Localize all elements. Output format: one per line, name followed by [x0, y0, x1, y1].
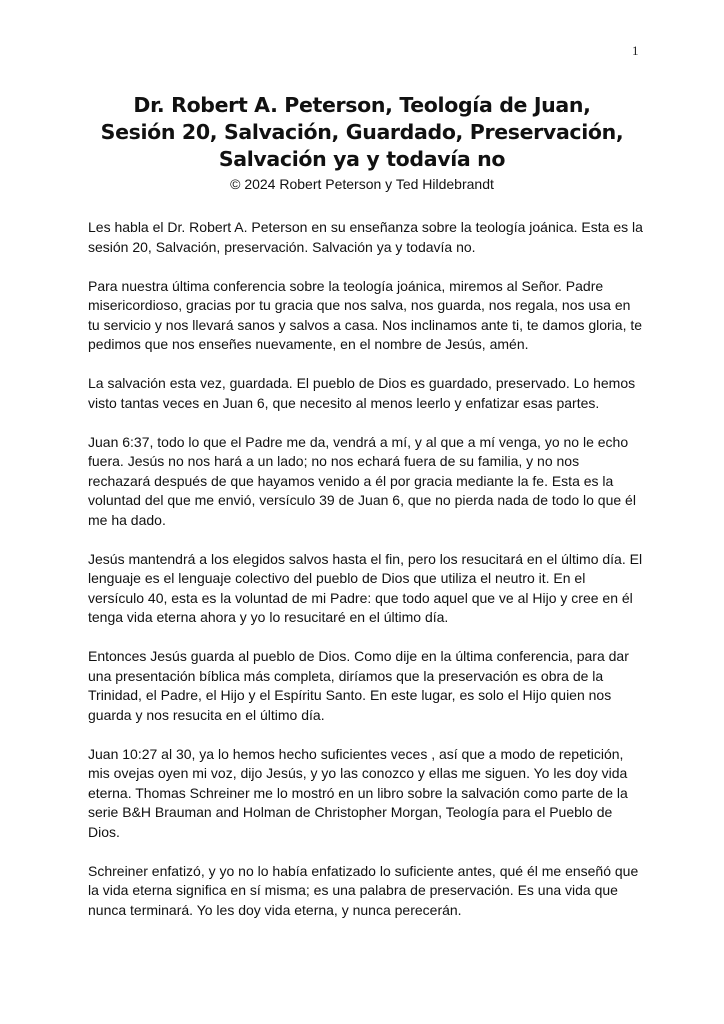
- paragraph-1: Les habla el Dr. Robert A. Peterson en su enseñanza sobre la teología joánica. Esta es la sesión 20, Salvación, preservación. Salvación ya y todavía no.: [88, 219, 643, 255]
- paragraph-3: La salvación esta vez, guardada. El pueblo de Dios es guardado, preservado. Lo hemos visto tantas veces en Juan 6, que necesito al menos leerlo y enfatizar esas partes.: [88, 375, 636, 411]
- copyright-line: © 2024 Robert Peterson y Ted Hildebrandt: [230, 176, 494, 192]
- title-block: [60, 92, 664, 193]
- paragraph-6: Entonces Jesús guarda al pueblo de Dios. Como dije en la última conferencia, para dar una presentación bíblica más completa, diríamos que la preservación es obra de la Trinidad, el Padre, el Hijo y el Espíritu Santo. En este lugar, es solo el Hijo quien nos guarda y nos resucita en el último día.: [88, 648, 629, 723]
- paragraph-7: Juan 10:27 al 30, ya lo hemos hecho suficientes veces , así que a modo de repetición, mis ovejas oyen mi voz, dijo Jesús, y yo las conozco y ellas me siguen. Yo les doy vida eterna. Thomas Schreiner me lo mostró en un libro sobre la salvación como parte de la serie B&H Brauman and Holman de Christopher Morgan, Teología para el Pueblo de Dios.: [88, 745, 628, 840]
- paragraph-2: Para nuestra última conferencia sobre la teología joánica, miremos al Señor. Padre misericordioso, gracias por tu gracia que nos salva, nos guarda, nos regala, nos usa en tu servicio y nos llevará sanos y salvos a casa. Nos inclinamos ante ti, te damos gloria, te pedimos que nos enseñes nuevamente, en el nombre de Jesús, amén.: [88, 277, 643, 352]
- paragraph-8: Schreiner enfatizó, y yo no lo había enfatizado lo suficiente antes, qué él me enseñó que la vida eterna significa en sí misma; es una palabra de preservación. Es una vida que nunca terminará. Yo les doy vida eterna, y nunca perecerán.: [88, 862, 639, 918]
- title-line-3: Salvación ya y todavía no: [218, 147, 506, 171]
- paragraph-5: Jesús mantendrá a los elegidos salvos hasta el fin, pero los resucitará en el último día. El lenguaje es el lenguaje colectivo del pueblo de Dios que utiliza el neutro it. En el versículo 40, esta es la voluntad de mi Padre: que todo aquel que ve al Hijo y cree en él tenga vida eterna ahora y yo lo resucitaré en el último día.: [88, 550, 643, 625]
- page-number: 1: [632, 43, 639, 58]
- title-line-1: Dr. Robert A. Peterson, Teología de Juan,: [133, 93, 591, 117]
- paragraph-4: Juan 6:37, todo lo que el Padre me da, vendrá a mí, y al que a mí venga, yo no le echo fuera. Jesús no nos hará a un lado; no nos echará fuera de su familia, y no nos rechazará después de que hayamos venido a él por gracia mediante la fe. Esta es la voluntad del que me envió, versículo 39 de Juan 6, que no pierda nada de todo lo que él me ha dado.: [88, 433, 636, 528]
- title-line-2: Sesión 20, Salvación, Guardado, Preservación,: [100, 120, 624, 144]
- body-text: [88, 218, 644, 940]
